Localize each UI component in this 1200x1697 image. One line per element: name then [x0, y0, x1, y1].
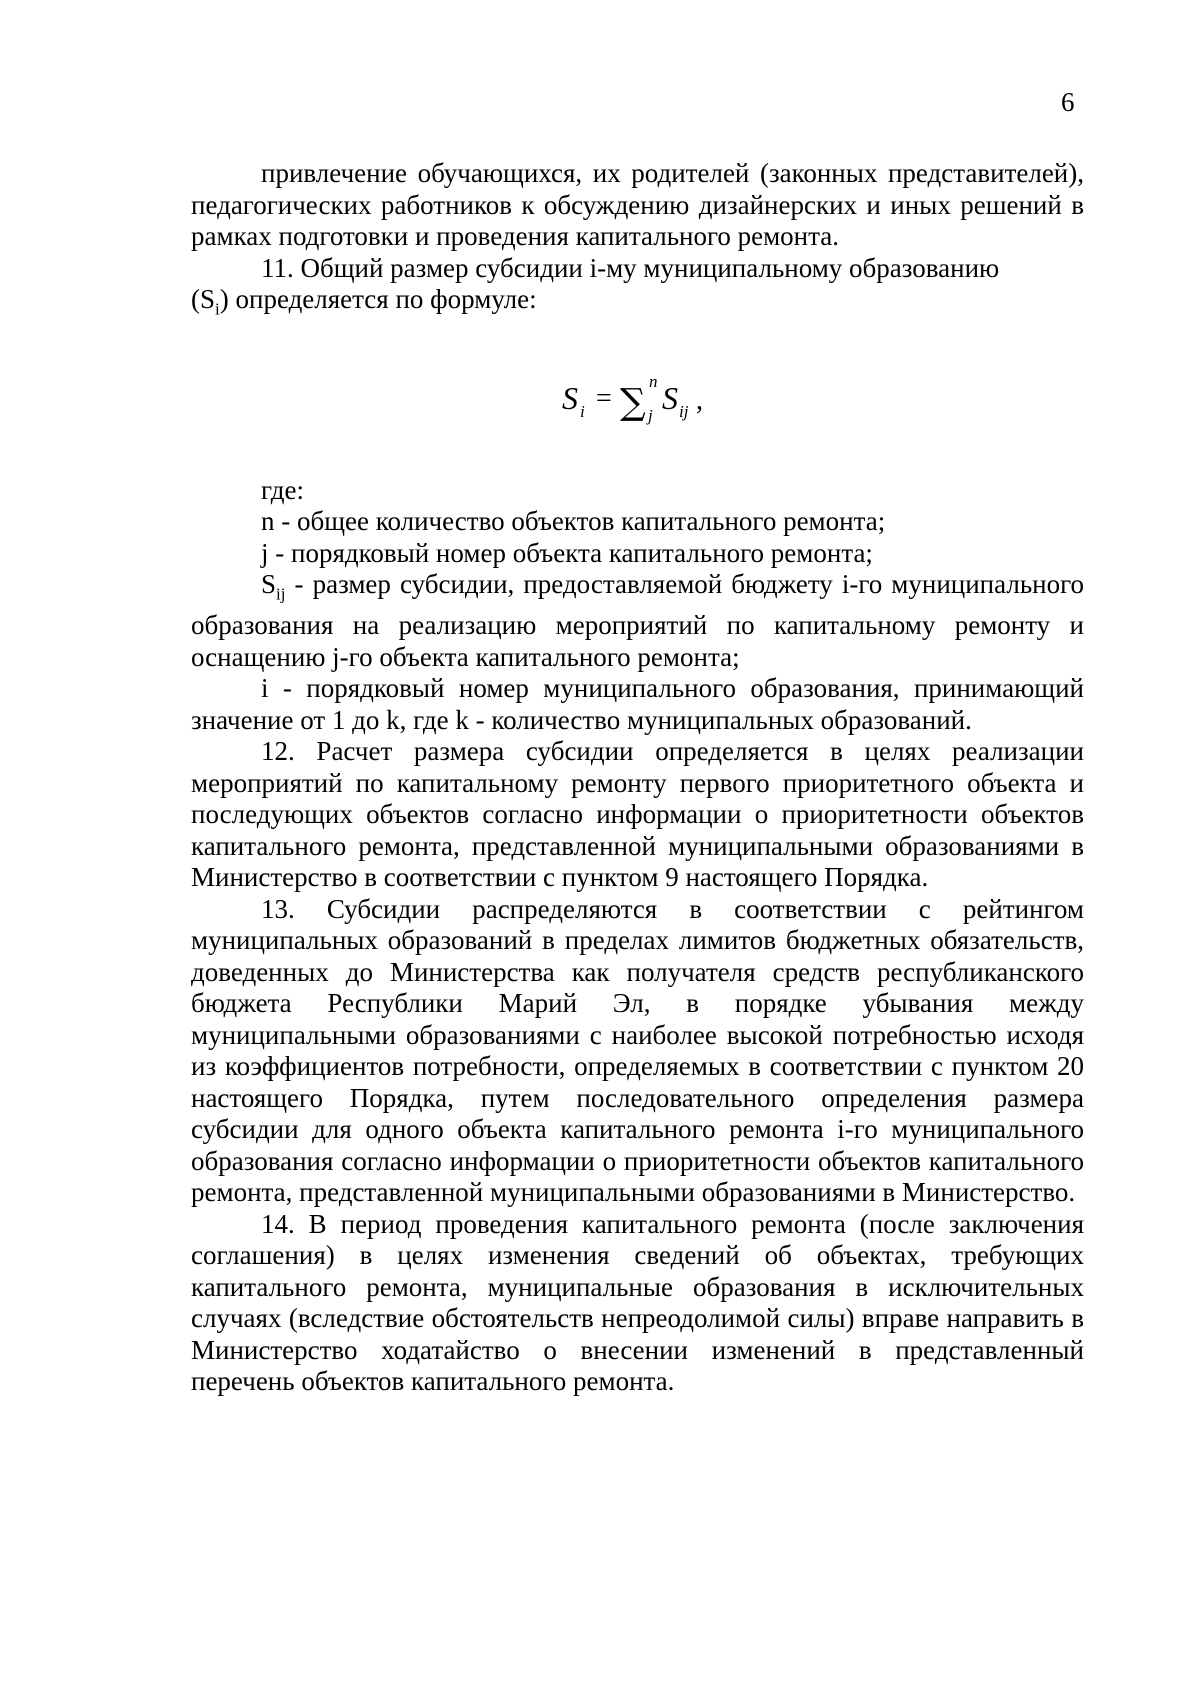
formula-rhs-sub: ij	[678, 401, 688, 421]
formula-lhs-sub: i	[579, 401, 585, 421]
formula-eq: =	[595, 382, 612, 414]
paragraph-13: 13. Субсидии распределяются в соответствии с рейтингом муниципальных образований в пределах лимитов бюджетных обязательств, доведенных до Министерства как получателя средств республиканского бюджета Республики Марий Эл, в порядке убывания между муниципальными образованиями с наиболее высокой потребностью исходя из коэффициентов потребности, определяемых в соответствии с пунктом 20 настоящего Порядка, путем последовательного определения размера субсидии для одного объекта капитального ремонта i-го муниципального образования согласно информации о приоритетности объектов капитального ремонта, представленной муниципальными образованиями в Министерство.	[191, 893, 1084, 1208]
formula-sum-sup: n	[648, 371, 657, 391]
definition-i: i - порядковый номер муниципального образования, принимающий значение от 1 до k, где k - количество муниципальных образований.	[191, 673, 1084, 735]
formula-sum: ∑	[619, 381, 646, 423]
paragraph-12: 12. Расчет размера субсидии определяется в целях реализации мероприятий по капитальному ремонту первого приоритетного объекта и последующих объектов согласно информации о приоритетности объектов капитального ремонта, представленной муниципальными образованиями в Министерство в соответствии с пунктом 9 настоящего Порядка.	[191, 736, 1084, 893]
where-label: где:	[261, 474, 304, 505]
formula-lhs: S	[561, 379, 578, 416]
definition-sij: $S_{ij}$ - размер субсидии, предоставляемой бюджету i-го муниципального образования на реализацию мероприятий по капитальному ремонту и оснащению j-го объекта капитального ремонта;	[191, 569, 1084, 672]
page-number: 6	[1061, 87, 1075, 117]
document-body	[191, 158, 1084, 1398]
paragraph-11-continuation: $(S_i)$ определяется по формуле:	[191, 284, 537, 319]
definition-j: j - порядковый номер объекта капитального ремонта;	[261, 537, 873, 568]
paragraph-intro: привлечение обучающихся, их родителей (законных представителей), педагогических работников к обсуждению дизайнерских и иных решений в рамках подготовки и проведения капитального ремонта.	[191, 158, 1084, 251]
paragraph-14: 14. В период проведения капитального ремонта (после заключения соглашения) в целях изменения сведений об объектах, требующих капитального ремонта, муниципальные образования в исключительных случаях (вследствие обстоятельств непреодолимой силы) вправе направить в Министерство ходатайство о внесении изменений в представленный перечень объектов капитального ремонта.	[191, 1208, 1084, 1397]
subsidy-formula	[191, 325, 1084, 475]
formula-svg	[558, 365, 728, 435]
definition-n: n - общее количество объектов капитального ремонта;	[261, 506, 886, 537]
paragraph-11	[191, 253, 1084, 285]
formula-comma: ,	[695, 384, 703, 416]
formula-sum-sub: j	[647, 405, 653, 425]
formula-rhs: S	[661, 379, 678, 416]
paragraph-11-text: 11. Общий размер субсидии i-му муниципальному образованию	[261, 252, 1000, 283]
